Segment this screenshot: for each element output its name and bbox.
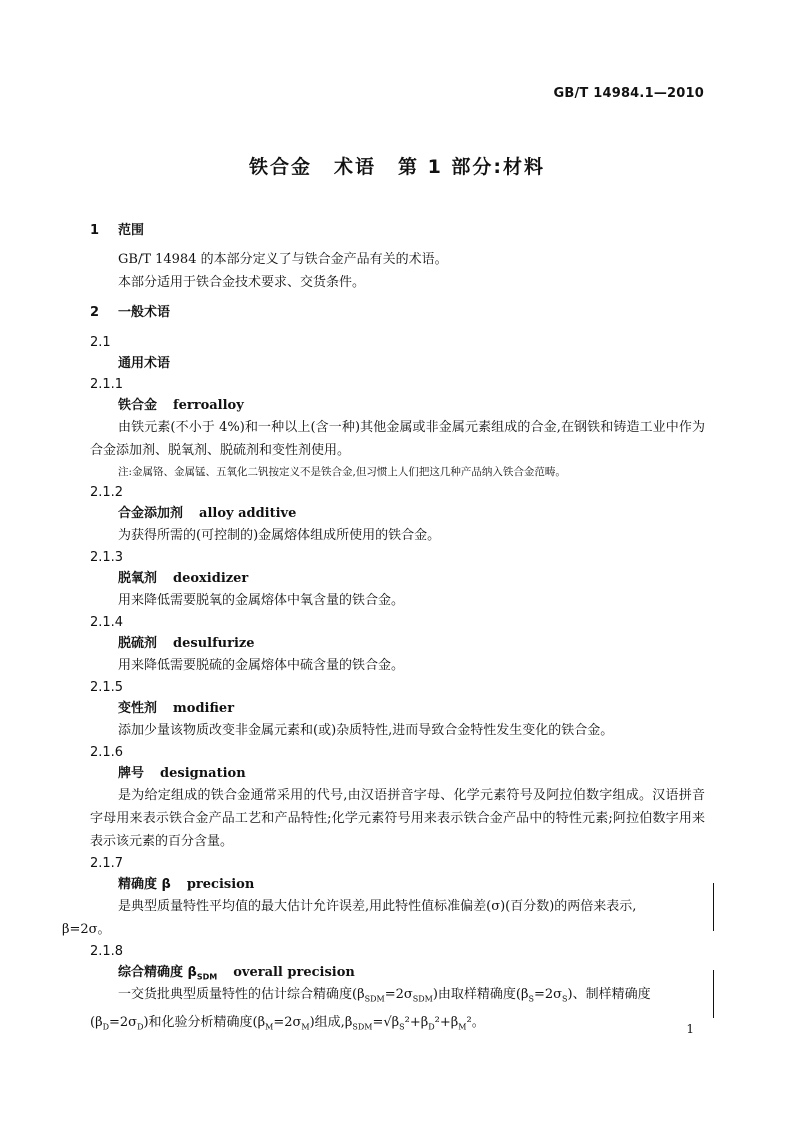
term-entry	[90, 395, 705, 416]
subscript: S	[562, 994, 568, 1004]
paragraph: 本部分适用于铁合金技术要求、交货条件。	[118, 275, 366, 290]
term-number: 2.1.7	[90, 856, 124, 871]
definition-text: 一交货批典型质量特性的估计综合精确度(β	[118, 987, 365, 1002]
subscript: SDM	[364, 994, 385, 1004]
term-en: desulfurize	[173, 636, 255, 651]
standard-number: GB/T 14984.1—2010	[553, 86, 704, 101]
term-entry	[90, 503, 705, 524]
section-heading-scope	[90, 220, 705, 242]
definition-formula: β=2σ。	[62, 922, 111, 937]
document-title	[0, 152, 794, 179]
section-number: 2	[90, 305, 100, 320]
term-en: designation	[160, 766, 246, 781]
definition-text: =2σ	[533, 987, 563, 1002]
definition-text: ²。	[466, 1014, 485, 1030]
term-definition: 由铁元素(不小于 4%)和一种以上(含一种)其他金属或非金属元素组成的合金,在钢铁和铸造工业中作为合金添加剂、脱氧剂、脱硫剂和变性剂使用。	[90, 420, 705, 458]
term-zh: 牌号	[118, 766, 145, 781]
term-zh: 脱氧剂	[118, 571, 158, 586]
clause-title-text: 通用术语	[118, 356, 171, 371]
term-zh: 脱硫剂	[118, 636, 158, 651]
subscript: SDM	[352, 1022, 373, 1032]
page-number: 1	[686, 1022, 694, 1036]
term-number: 2.1.8	[90, 944, 124, 959]
term-zh: 综合精确度 β	[118, 965, 197, 980]
term-definition	[62, 895, 705, 941]
definition-text: 是典型质量特性平均值的最大估计允许误差,用此特性值标准偏差(σ)(百分数)的两倍来表示,	[118, 899, 637, 914]
term-entry	[90, 763, 705, 784]
title-part-2: 术语	[333, 156, 376, 178]
term-en: deoxidizer	[173, 571, 249, 586]
term-definition: 是为给定组成的铁合金通常采用的代号,由汉语拼音字母、化学元素符号及阿拉伯数字组成。汉语拼音字母用来表示铁合金产品工艺和产品特性;化学元素符号用来表示铁合金产品中的特性元素;阿拉伯数字用来表示该元素的百分含量。	[90, 788, 705, 849]
term-definition	[90, 983, 705, 1038]
subscript: S	[528, 994, 534, 1004]
term-zh: 精确度 β	[118, 877, 171, 892]
change-bar	[713, 883, 714, 931]
term-definition: 为获得所需的(可控制的)金属熔体组成所使用的铁合金。	[118, 528, 441, 543]
definition-text: =√β	[372, 1014, 400, 1030]
subscript: SDM	[412, 994, 433, 1004]
title-part-3: 第 1 部分:材料	[397, 156, 546, 178]
change-bar	[713, 970, 714, 1018]
term-en: modifier	[173, 701, 235, 716]
definition-text: =2σ	[273, 1014, 302, 1030]
clause-number: 2.1	[90, 335, 111, 350]
definition-text: =2σ	[109, 1014, 138, 1030]
subscript: M	[458, 1022, 467, 1032]
term-entry	[90, 874, 705, 895]
definition-text: ²+β	[434, 1014, 459, 1030]
section-number: 1	[90, 223, 100, 238]
definition-text: ²+β	[404, 1014, 429, 1030]
term-subscript: SDM	[196, 972, 218, 982]
definition-text: )组成,β	[309, 1014, 353, 1030]
definition-text: =2σ	[384, 987, 413, 1002]
term-note: 注:金属铬、金属锰、五氧化二钒按定义不是铁合金,但习惯上人们把这几种产品纳入铁合金范畴。	[118, 466, 566, 478]
paragraph: GB/T 14984 的本部分定义了与铁合金产品有关的术语。	[118, 252, 448, 267]
term-en: alloy additive	[199, 506, 297, 521]
subscript: D	[137, 1022, 144, 1032]
term-number: 2.1.3	[90, 550, 124, 565]
definition-text: )、制样精确度	[567, 987, 651, 1002]
term-number: 2.1.4	[90, 615, 124, 630]
section-heading-general-terms	[90, 302, 705, 324]
clause-title	[90, 353, 705, 374]
definition-text: )由取样精确度(β	[432, 987, 529, 1002]
term-definition: 用来降低需要脱硫的金属熔体中硫含量的铁合金。	[118, 658, 405, 673]
term-en: ferroalloy	[173, 398, 244, 413]
subscript: M	[265, 1022, 274, 1032]
term-entry	[90, 962, 705, 983]
term-definition: 用来降低需要脱氧的金属熔体中氧含量的铁合金。	[118, 593, 405, 608]
term-number: 2.1.2	[90, 485, 124, 500]
definition-text: (β	[90, 1014, 103, 1030]
term-zh: 变性剂	[118, 701, 158, 716]
term-entry	[90, 633, 705, 654]
term-entry	[90, 698, 705, 719]
term-definition: 添加少量该物质改变非金属元素和(或)杂质特性,进而导致合金特性发生变化的铁合金。	[118, 723, 614, 738]
term-zh: 合金添加剂	[118, 506, 184, 521]
term-number: 2.1.1	[90, 377, 124, 392]
document-body	[62, 220, 705, 1038]
subscript: D	[428, 1022, 435, 1032]
subscript: D	[102, 1022, 110, 1032]
section-title: 一般术语	[118, 305, 171, 320]
definition-line-2	[62, 1011, 485, 1039]
subscript: S	[399, 1022, 405, 1032]
term-en: precision	[186, 877, 255, 892]
term-zh: 铁合金	[118, 398, 158, 413]
term-number: 2.1.6	[90, 745, 124, 760]
title-part-1: 铁合金	[248, 156, 312, 178]
term-en: overall precision	[233, 965, 355, 980]
term-entry	[90, 568, 705, 589]
definition-text: )和化验分析精确度(β	[143, 1014, 266, 1030]
subscript: M	[301, 1022, 310, 1032]
term-number: 2.1.5	[90, 680, 124, 695]
section-title: 范围	[118, 223, 145, 238]
